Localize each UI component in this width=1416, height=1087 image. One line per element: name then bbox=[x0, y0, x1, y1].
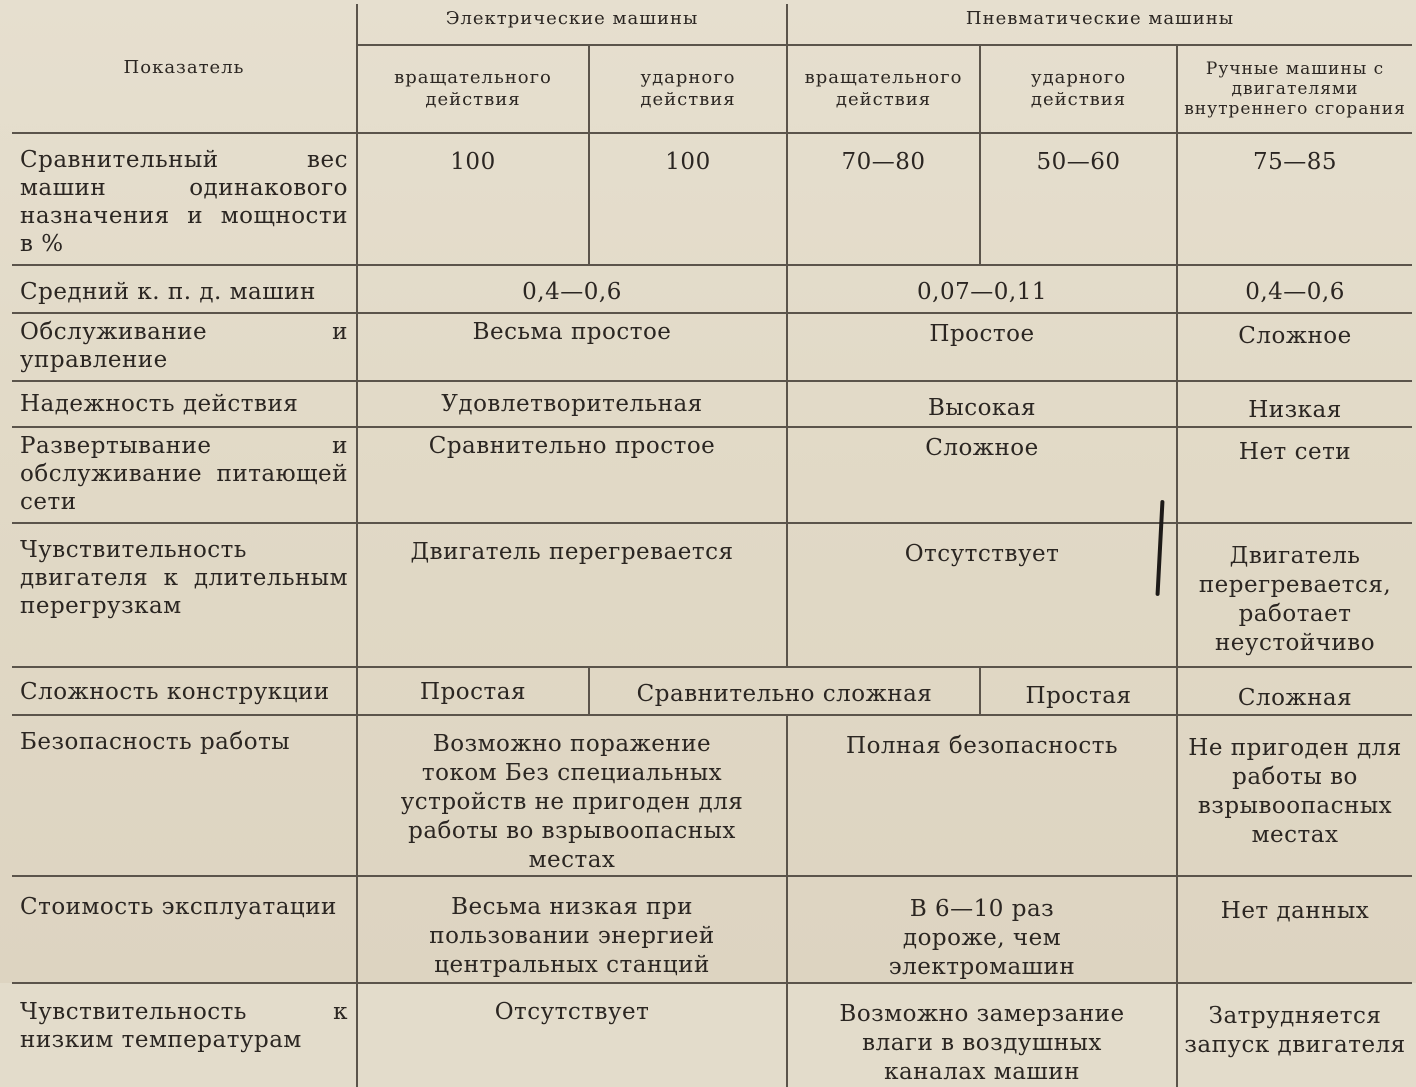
cell-reliability-pneumatic: Высокая bbox=[787, 381, 1177, 427]
cell-construction-pneumatic-impact: Простая bbox=[980, 667, 1177, 715]
cell-reliability-electric: Удовлетворительная bbox=[357, 381, 787, 427]
comparison-table bbox=[12, 4, 1412, 1087]
cell-reliability-ice: Низкая bbox=[1177, 381, 1412, 427]
cell-cold-electric: Отсутствует bbox=[357, 983, 787, 1087]
cell-overload-pneumatic: Отсутствует bbox=[787, 523, 1177, 667]
cell-efficiency-ice: 0,4—0,6 bbox=[1177, 265, 1412, 313]
header-electric-impact: ударного действия bbox=[589, 45, 787, 133]
row-label-efficiency: Средний к. п. д. машин bbox=[12, 265, 357, 313]
row-label-reliability: Надежность действия bbox=[12, 381, 357, 427]
cell-weight-electric-rotary: 100 bbox=[357, 133, 589, 265]
cell-safety-ice: Не пригоден для работы во взрывоопасных местах bbox=[1177, 715, 1412, 876]
cell-network-electric: Сравнительно простое bbox=[357, 427, 787, 523]
header-ice: Ручные машины с двигателями внутреннего сгорания bbox=[1177, 45, 1412, 133]
cell-cost-ice: Нет данных bbox=[1177, 876, 1412, 983]
cell-service-pneumatic: Простое bbox=[787, 313, 1177, 381]
row-label-overload: Чувствительность двигателя к длительным перегрузкам bbox=[12, 523, 357, 667]
cell-weight-pneumatic-rotary: 70—80 bbox=[787, 133, 980, 265]
row-label-service: Обслуживание и управление bbox=[12, 313, 357, 381]
cell-safety-electric: Возможно поражение током Без специальных устройств не пригоден для работы во взрывоопасных местах bbox=[357, 715, 787, 876]
cell-overload-electric: Двигатель перегревается bbox=[357, 523, 787, 667]
cell-cold-pneumatic: Возможно замерзание влаги в воздушных каналах машин bbox=[787, 983, 1177, 1087]
cell-safety-pneumatic: Полная безопасность bbox=[787, 715, 1177, 876]
row-label-cold: Чувствительность к низким температурам bbox=[12, 983, 357, 1087]
cell-efficiency-electric: 0,4—0,6 bbox=[357, 265, 787, 313]
header-electric-rotary: вращательного действия bbox=[357, 45, 589, 133]
cell-weight-electric-impact: 100 bbox=[589, 133, 787, 265]
cell-overload-ice: Двигатель перегревается, работает неустойчиво bbox=[1177, 523, 1412, 667]
cell-network-ice: Нет сети bbox=[1177, 427, 1412, 523]
header-indicator: Показатель bbox=[12, 4, 357, 133]
cell-weight-pneumatic-impact: 50—60 bbox=[980, 133, 1177, 265]
cell-construction-ice: Сложная bbox=[1177, 667, 1412, 715]
cell-cost-electric: Весьма низкая при пользовании энергией центральных станций bbox=[357, 876, 787, 983]
row-label-construction: Сложность конструкции bbox=[12, 667, 357, 715]
row-label-cost: Стоимость эксплуатации bbox=[12, 876, 357, 983]
cell-construction-electric-rotary: Простая bbox=[357, 667, 589, 715]
row-label-safety: Безопасность работы bbox=[12, 715, 357, 876]
cell-weight-ice: 75—85 bbox=[1177, 133, 1412, 265]
cell-network-pneumatic: Сложное bbox=[787, 427, 1177, 523]
cell-cost-pneumatic: В 6—10 раз дороже, чем электромашин bbox=[787, 876, 1177, 983]
cell-cold-ice: Затрудняется запуск двигателя bbox=[1184, 1003, 1406, 1058]
header-pneumatic-rotary: вращательного действия bbox=[787, 45, 980, 133]
header-pneumatic-group: Пневматические машины bbox=[787, 4, 1412, 45]
header-electric-group: Электрические машины bbox=[357, 4, 787, 45]
cell-service-electric: Весьма простое bbox=[357, 313, 787, 381]
header-pneumatic-impact: ударного действия bbox=[980, 45, 1177, 133]
row-label-weight: Сравнительный вес машин одинакового назначения и мощности в % bbox=[12, 133, 357, 265]
cell-construction-combined: Сравнительно сложная bbox=[589, 667, 980, 715]
cell-efficiency-pneumatic: 0,07—0,11 bbox=[787, 265, 1177, 313]
row-label-network: Развертывание и обслуживание питающей сети bbox=[12, 427, 357, 523]
cell-service-ice: Сложное bbox=[1177, 313, 1412, 381]
